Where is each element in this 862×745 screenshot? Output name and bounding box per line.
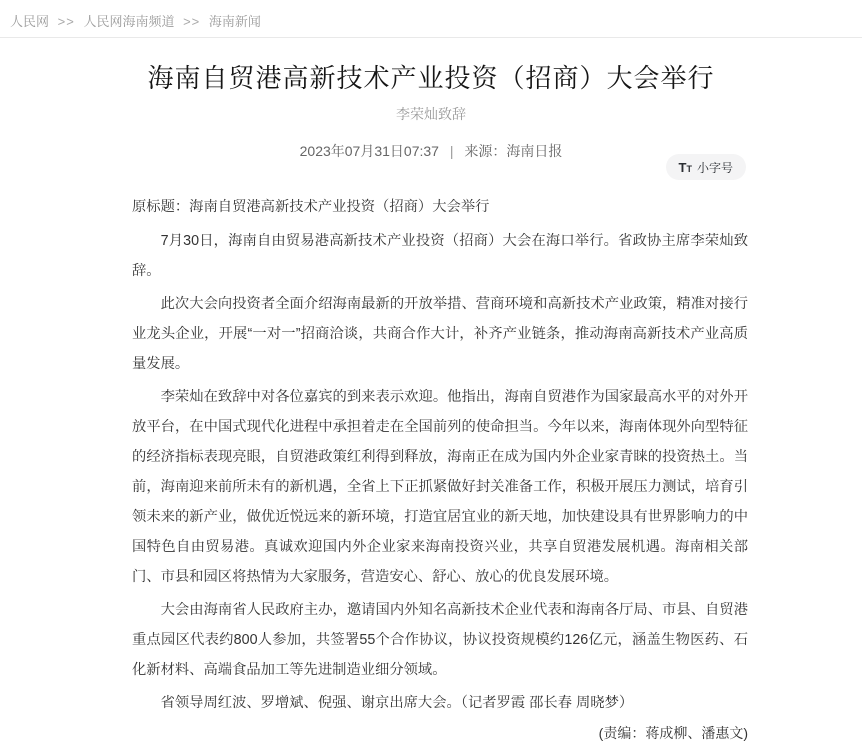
font-size-label: 小字号 [696, 160, 733, 175]
breadcrumb [0, 0, 862, 38]
breadcrumb-link-peoples-daily[interactable]: 人民网 [10, 14, 50, 29]
font-size-icon: T T [678, 159, 692, 175]
article-paragraph: 此次大会向投资者全面介绍海南最新的开放举措、营商环境和高新技术产业政策，精准对接行业龙头企业，开展“一对一”招商洽谈，共商合作大计，补齐产业链条，推动海南高新技术产业高质量发展。 [132, 296, 748, 372]
meta-separator: | [449, 143, 454, 159]
article-paragraph: 7月30日，海南自由贸易港高新技术产业投资（招商）大会在海口举行。省政协主席李荣灿致辞。 [132, 233, 748, 279]
article-source: 来源：海南日报 [464, 143, 563, 159]
article-body [132, 192, 748, 745]
article-paragraph: 李荣灿在致辞中对各位嘉宾的到来表示欢迎。他指出，海南自贸港作为国家最高水平的对外开放平台，在中国式现代化进程中承担着走在全国前列的使命担当。今年以来，海南体现外向型特征的经济指标表现亮眼，自贸港政策红利得到释放，海南正在成为国内外企业家青睐的投资热土。当前，海南迎来前所未有的新机遇，全省上下正抓紧做好封关准备工作，积极开展压力测试，培育引领未来的新产业，做优近悦远来的新环境，打造宜居宜业的新天地，加快建设具有世界影响力的中国特色自由贸易港。真诚欢迎国内外企业家来海南投资兴业，共享自贸港发展机遇。海南相关部门、市县和园区将热情为大家服务，营造安心、舒心、放心的优良发展环境。 [132, 389, 748, 585]
editors-credit: (责编：蒋成柳、潘惠文) [598, 725, 748, 741]
breadcrumb-separator: >> [57, 14, 75, 29]
original-title-line: 原标题：海南自贸港高新技术产业投资（招商）大会举行 [132, 199, 490, 215]
breadcrumb-link-hainan-news[interactable]: 海南新闻 [208, 14, 261, 29]
font-size-button[interactable] [666, 154, 746, 180]
page-title: 海南自贸港高新技术产业投资（招商）大会举行 [147, 63, 715, 93]
publish-date: 2023年07月31日07:37 [299, 143, 439, 159]
breadcrumb-separator: >> [183, 14, 201, 29]
breadcrumb-link-hainan-channel[interactable]: 人民网海南频道 [83, 14, 175, 29]
article-paragraph: 大会由海南省人民政府主办，邀请国内外知名高新技术企业代表和海南各厅局、市县、自贸港重点园区代表约800人参加，共签署55个合作协议，协议投资规模约126亿元，涵盖生物医药、石化新材料、高端食品加工等先进制造业细分领域。 [132, 602, 748, 678]
article-subtitle: 李荣灿致辞 [396, 106, 466, 122]
article-paragraph: 省领导周红波、罗增斌、倪强、谢京出席大会。（记者罗霞 邵长春 周晓梦） [160, 695, 634, 711]
